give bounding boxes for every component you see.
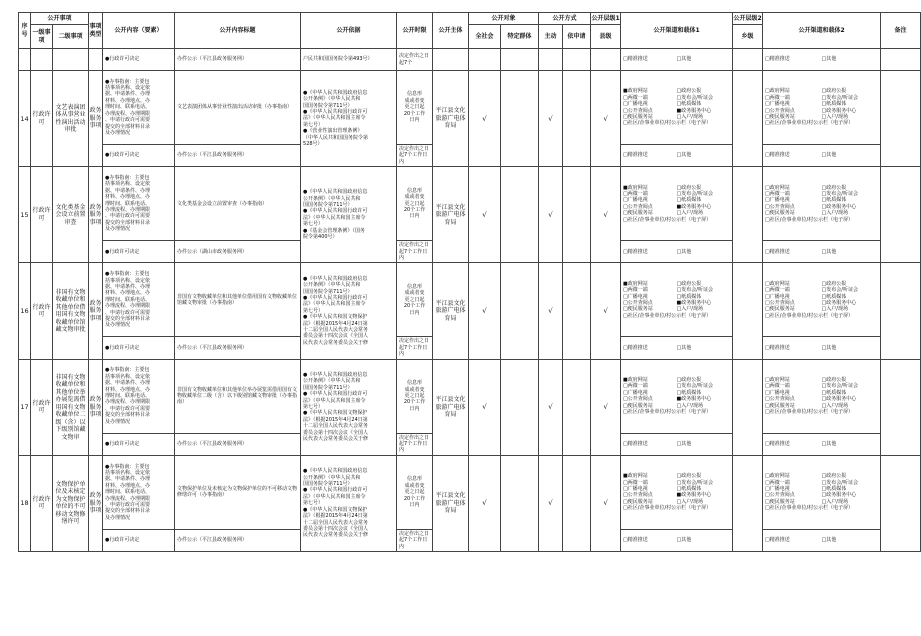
disclosure-subject: 平江县文化旅游广电体育局 — [433, 263, 469, 359]
second-level-matter: 非国有文物收藏单位和其他单位借用国有文物收藏单位馆藏文物审批 — [53, 263, 89, 359]
check-active: √ — [539, 455, 563, 551]
header-all: 全社会 — [469, 25, 501, 49]
row-number: 16 — [19, 263, 31, 359]
check-county: √ — [591, 455, 621, 551]
matter-type: 政务服务事项 — [89, 167, 103, 263]
guide-content: ●办事指南：主要包 括事项名称、设定依 据、申请条件、办理 材料、办理地点、办 理时间、联系电话、 办理流程、办理期限 、申请行政许可需要 提交的全部材料目录 及办理情况 — [103, 167, 175, 241]
header-method: 公开方式 — [539, 13, 591, 25]
disclosure-subject: 平江县文化旅游广电体育局 — [433, 359, 469, 455]
top-content: ●行政许可决定 — [103, 49, 175, 71]
header-specific: 特定群体 — [501, 25, 539, 49]
matter-type: 政务服务事项 — [89, 71, 103, 167]
disclosure-time: 信息形 成或者变 更之日起 20个工作 日内 — [397, 71, 433, 145]
check-all-society: √ — [469, 455, 501, 551]
disclosure-time: 信息形 成或者变 更之日起 20个工作 日内 — [397, 359, 433, 433]
header-content: 公开内容（要素） — [103, 13, 175, 49]
disclosure-table — [18, 12, 921, 552]
check-county: √ — [591, 263, 621, 359]
header-matters: 公开事项 — [31, 13, 89, 25]
channel1-list: ■政府网站 □政府公报 □两微一端 □发布会/听证会 □广播电视 □纸质媒体 □公开查阅点 ■政务服务中心 □便民服务站 □入户/现场 □社区/企事业单位/村公示栏（电子屏） — [621, 263, 733, 337]
channel1-list: ■政府网站 □政府公报 □两微一端 □发布会/听证会 □广播电视 □纸质媒体 □公开查阅点 ■政务服务中心 □便民服务站 □入户/现场 □社区/企事业单位/村公示栏（电子屏） — [621, 167, 733, 241]
first-level-matter: 行政许可 — [31, 359, 53, 455]
check-all-society: √ — [469, 359, 501, 455]
header-remark: 备注 — [881, 13, 921, 49]
channel2-list: □政府网站 □政府公报 □两微一端 □发布会/听证会 □广播电视 □纸质媒体 □公开查阅点 □政务服务中心 □便民服务站 □入户/现场 □社区/企事业单位/村公示栏（电子屏） — [763, 455, 881, 529]
content-title: 非国有文物收藏单位和其他单位举办展览需借用国有文物收藏单位二级（含）以下级别馆藏文物审批（办事指南） — [175, 359, 301, 433]
row-number: 17 — [19, 359, 31, 455]
check-all-society: √ — [469, 71, 501, 167]
decision-content: ●行政许可决定 — [103, 337, 175, 359]
content-title: 文艺表演团体从事营业性演出活动审批（办事指南） — [175, 71, 301, 145]
header-subject: 公开主体 — [433, 13, 469, 49]
channel1-extra: □精准推送 □其他 — [621, 241, 733, 263]
check-active: √ — [539, 71, 563, 167]
table-row — [19, 359, 921, 433]
channel2-list: □政府网站 □政府公报 □两微一端 □发布会/听证会 □广播电视 □纸质媒体 □公开查阅点 □政务服务中心 □便民服务站 □入户/现场 □社区/企事业单位/村公示栏（电子屏） — [763, 263, 881, 337]
decision-result: 办件公示（平江县政务服务网） — [175, 433, 301, 455]
row-number: 14 — [19, 71, 31, 167]
channel1-extra: □精准推送 □其他 — [621, 337, 733, 359]
header-apply: 依申请 — [563, 25, 591, 49]
header-level1: 公开层级1 — [591, 13, 621, 25]
guide-content: ●办事指南：主要包 括事项名称、设定依 据、申请条件、办理 材料、办理地点、办 理时间、联系电话、 办理流程、办理期限 、申请行政许可需要 提交的全部材料目录 及办理情况 — [103, 455, 175, 529]
decision-result: 办件公示（平江县政务服务网） — [175, 529, 301, 551]
row-number: 15 — [19, 167, 31, 263]
channel2-extra: □精准推送 □其他 — [763, 241, 881, 263]
header-type: 事项类型 — [89, 13, 103, 49]
guide-content: ●办事指南：主要包 括事项名称、设定依 据、申请条件、办理 材料、办理地点、办 理时间、联系电话、 办理流程、办理期限 、申请行政许可需要 提交的全部材料目录 及办理情况 — [103, 263, 175, 337]
check-active: √ — [539, 263, 563, 359]
channel2-list: □政府网站 □政府公报 □两微一端 □发布会/听证会 □广播电视 □纸质媒体 □公开查阅点 □政务服务中心 □便民服务站 □入户/现场 □社区/企事业单位/村公示栏（电子屏） — [763, 71, 881, 145]
header-township: 乡级 — [733, 25, 763, 49]
channel1-extra: □精准推送 □其他 — [621, 433, 733, 455]
channel2-list: □政府网站 □政府公报 □两微一端 □发布会/听证会 □广播电视 □纸质媒体 □公开查阅点 □政务服务中心 □便民服务站 □入户/现场 □社区/企事业单位/村公示栏（电子屏） — [763, 359, 881, 433]
check-county: √ — [591, 167, 621, 263]
header-county: 县级 — [591, 25, 621, 49]
top-channel2: □精准推送 □其他 — [763, 49, 881, 71]
table-row — [19, 455, 921, 529]
channel1-list: ■政府网站 □政府公报 □两微一端 □发布会/听证会 □广播电视 □纸质媒体 □公开查阅点 ■政务服务中心 □便民服务站 □入户/现场 □社区/企事业单位/村公示栏（电子屏） — [621, 455, 733, 529]
top-time: 决定作出之日起7个 — [397, 49, 433, 71]
disclosure-basis: ●《中华人民共和国政府信息 公开条例》（中华人民共和 国国务院令第711号） ●《中华人民共和国行政许可 法》（中华人民共和国主席令 第七号） ●《营业性演出管理条例》 （中华人民共和国国务院令第 528号） — [301, 71, 397, 167]
disclosure-subject: 平江县文化旅游广电体育局 — [433, 167, 469, 263]
disclosure-time: 信息形 成或者变 更之日起 20个工作 日内 — [397, 167, 433, 241]
decision-time: 决定作出之日起7个工作日内 — [397, 529, 433, 551]
matter-type: 政务服务事项 — [89, 263, 103, 359]
table-row — [19, 71, 921, 145]
header-channel2: 公开渠道和载体2 — [763, 13, 881, 49]
content-title: 文化类基金会设立前置审查（办事指南） — [175, 167, 301, 241]
header-title: 公开内容标题 — [175, 13, 301, 49]
content-title: 非国有文物收藏单位和其他单位借用国有文物收藏单位馆藏文物审批（办事指南） — [175, 263, 301, 337]
second-level-matter: 文物保护单位及未核定为文物保护单位的不可移动文物修缮许可 — [53, 455, 89, 551]
guide-content: ●办事指南：主要包 括事项名称、设定依 据、申请条件、办理 材料、办理地点、办 理时间、联系电话、 办理流程、办理期限 、申请行政许可需要 提交的全部材料目录 及办理情况 — [103, 359, 175, 433]
header-first: 一级事项 — [31, 25, 53, 49]
disclosure-subject: 平江县文化旅游广电体育局 — [433, 455, 469, 551]
header-second: 二级事项 — [53, 25, 89, 49]
decision-time: 决定作出之日起7个工作日内 — [397, 337, 433, 359]
decision-time: 决定作出之日起7个工作日内 — [397, 241, 433, 263]
channel1-extra: □精准推送 □其他 — [621, 145, 733, 167]
check-county: √ — [591, 71, 621, 167]
top-title: 办件公示（平江县政务服务网） — [175, 49, 301, 71]
header-active: 主动 — [539, 25, 563, 49]
header-channel1: 公开渠道和载体1 — [621, 13, 733, 49]
top-channel1: □精准推送 □其他 — [621, 49, 733, 71]
header-seq: 序号 — [19, 13, 31, 49]
check-county: √ — [591, 359, 621, 455]
decision-content: ●行政许可决定 — [103, 433, 175, 455]
disclosure-time: 信息形 成或者变 更之日起 20个工作 日内 — [397, 455, 433, 529]
first-level-matter: 行政许可 — [31, 167, 53, 263]
decision-result: 办件公示（湖山市政务服务网） — [175, 241, 301, 263]
disclosure-basis: ●《中华人民共和国政府信息 公开条例》（中华人民共和 国国务院令第711号） ●《中华人民共和国行政许可 法》（中华人民共和国主席令 第七号） ●《中华人民共和国文物保护 法》（根据2015年4月24日第 十二届全国人民代表大会常务 委员会第十四次会议《全国人 民代表大会常务委员会关于修 — [301, 263, 397, 359]
second-level-matter: 文化类基金会设立前置审查 — [53, 167, 89, 263]
content-title: 文物保护单位及未核定为文物保护单位的不可移动文物修缮许可（办事指南） — [175, 455, 301, 529]
table-row — [19, 167, 921, 241]
disclosure-basis: ●《中华人民共和国政府信息 公开条例》（中华人民共和 国国务院令第711号） ●《中华人民共和国行政许可 法》（中华人民共和国主席令 第七号） ●《基金会管理条例》（国务 院令第400号） — [301, 167, 397, 263]
channel2-extra: □精准推送 □其他 — [763, 145, 881, 167]
header-basis: 公开依据 — [301, 13, 397, 49]
channel2-extra: □精准推送 □其他 — [763, 433, 881, 455]
second-level-matter: 文艺表演团体从事营业性演出活动审批 — [53, 71, 89, 167]
check-active: √ — [539, 167, 563, 263]
matter-type: 政务服务事项 — [89, 359, 103, 455]
header-time: 公开时限 — [397, 13, 433, 49]
decision-content: ●行政许可决定 — [103, 241, 175, 263]
decision-result: 办件公示（平江县政务服务网） — [175, 337, 301, 359]
channel2-extra: □精准推送 □其他 — [763, 529, 881, 551]
decision-content: ●行政许可决定 — [103, 529, 175, 551]
header-object: 公开对象 — [469, 13, 539, 25]
check-all-society: √ — [469, 167, 501, 263]
first-level-matter: 行政许可 — [31, 263, 53, 359]
decision-content: ●行政许可决定 — [103, 145, 175, 167]
first-level-matter: 行政许可 — [31, 455, 53, 551]
row-number: 18 — [19, 455, 31, 551]
second-level-matter: 非国有文物收藏单位和其他单位举办展览需借用国有文物收藏单位二级（含）以下级别馆藏文物审 — [53, 359, 89, 455]
top-basis: 户民共和国国务院令第493号） — [301, 49, 397, 71]
table-row-top — [19, 49, 921, 71]
check-all-society: √ — [469, 263, 501, 359]
disclosure-subject: 平江县文化旅游广电体育局 — [433, 71, 469, 167]
first-level-matter: 行政许可 — [31, 71, 53, 167]
channel1-list: ■政府网站 □政府公报 □两微一端 □发布会/听证会 □广播电视 □纸质媒体 □公开查阅点 ■政务服务中心 □便民服务站 □入户/现场 □社区/企事业单位/村公示栏（电子屏） — [621, 359, 733, 433]
matter-type: 政务服务事项 — [89, 455, 103, 551]
channel1-extra: □精准推送 □其他 — [621, 529, 733, 551]
decision-result: 办件公示（平江县政务服务网） — [175, 145, 301, 167]
disclosure-time: 信息形 成或者变 更之日起 20个工作 日内 — [397, 263, 433, 337]
disclosure-basis: ●《中华人民共和国政府信息 公开条例》（中华人民共和 国国务院令第711号） ●《中华人民共和国行政许可 法》（中华人民共和国主席令 第七号） ●《中华人民共和国文物保护 法》（根据2015年4月24日第 十二届全国人民代表大会常务 委员会第十四次会议《全国人 民代表大会常务委员会关于修 — [301, 359, 397, 455]
channel2-list: □政府网站 □政府公报 □两微一端 □发布会/听证会 □广播电视 □纸质媒体 □公开查阅点 □政务服务中心 □便民服务站 □入户/现场 □社区/企事业单位/村公示栏（电子屏） — [763, 167, 881, 241]
check-active: √ — [539, 359, 563, 455]
guide-content: ●办事指南：主要包 括事项名称、设定依 据、申请条件、办理 材料、办理地点、办 理时间、联系电话、 办理流程、办理期限 、申请行政许可需要 提交的全部材料目录 及办理情况 — [103, 71, 175, 145]
channel2-extra: □精准推送 □其他 — [763, 337, 881, 359]
decision-time: 决定作出之日起7个工作日内 — [397, 145, 433, 167]
disclosure-basis: ●《中华人民共和国政府信息 公开条例》（中华人民共和 国国务院令第711号） ●《中华人民共和国行政许可 法》（中华人民共和国主席令 第七号） ●《中华人民共和国文物保护 法》（根据2015年4月24日第 十二届全国人民代表大会常务 委员会第十四次会议《全国人 民代表大会常务委员会关于修 — [301, 455, 397, 551]
table-row — [19, 263, 921, 337]
header-level2: 公开层级2 — [733, 13, 763, 25]
channel1-list: ■政府网站 □政府公报 □两微一端 □发布会/听证会 □广播电视 □纸质媒体 □公开查阅点 ■政务服务中心 □便民服务站 □入户/现场 □社区/企事业单位/村公示栏（电子屏） — [621, 71, 733, 145]
decision-time: 决定作出之日起7个工作日内 — [397, 433, 433, 455]
